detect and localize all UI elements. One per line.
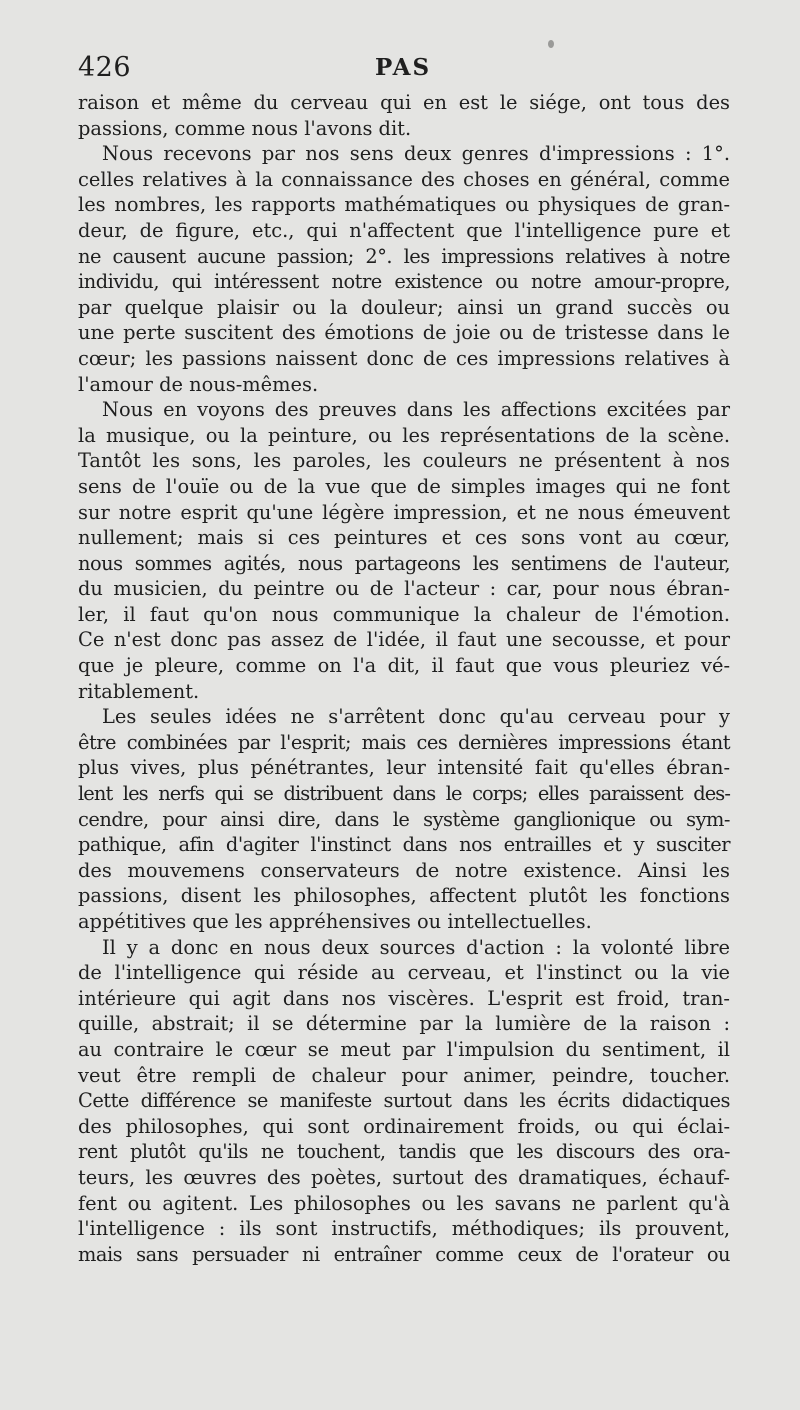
body-text bbox=[78, 90, 730, 1267]
text-line: individu, qui intéressent notre existence ou notre amour-propre, bbox=[78, 270, 730, 294]
text-line: du musicien, du peintre ou de l'acteur : car, pour nous ébran- bbox=[78, 577, 730, 601]
text-line: passions, comme nous l'avons dit. bbox=[78, 116, 412, 140]
text-line: intérieure qui agit dans nos viscères. L'esprit est froid, tran- bbox=[78, 986, 730, 1010]
text-line: Nous en voyons des preuves dans les affections excitées par bbox=[102, 398, 730, 422]
text-line: celles relatives à la connaissance des choses en général, comme bbox=[78, 167, 730, 191]
text-line: veut être rempli de chaleur pour animer, peindre, toucher. bbox=[78, 1063, 730, 1087]
text-line: plus vives, plus pénétrantes, leur intensité fait qu'elles ébran- bbox=[78, 756, 730, 780]
text-line: des mouvemens conservateurs de notre existence. Ainsi les bbox=[78, 858, 730, 882]
text-line: l'intelligence : ils sont instructifs, méthodiques; ils prouvent, bbox=[78, 1217, 730, 1241]
text-line: passions, disent les philosophes, affectent plutôt les fonctions bbox=[78, 884, 730, 908]
ink-spot bbox=[548, 40, 554, 48]
text-line: l'amour de nous-mêmes. bbox=[78, 372, 319, 396]
text-line: Nous recevons par nos sens deux genres d'impressions : 1°. bbox=[102, 142, 730, 166]
text-line: raison et même du cerveau qui en est le siége, ont tous des bbox=[78, 91, 730, 114]
paragraph-5 bbox=[78, 935, 730, 1268]
text-line: être combinées par l'esprit; mais ces dernières impressions étant bbox=[78, 730, 730, 754]
text-line: deur, de figure, etc., qui n'affectent que l'intelligence pure et bbox=[78, 218, 730, 242]
paragraph-1 bbox=[78, 90, 730, 141]
text-line: des philosophes, qui sont ordinairement froids, ou qui éclai- bbox=[78, 1114, 730, 1138]
text-line: de l'intelligence qui réside au cerveau, et l'instinct ou la vie bbox=[78, 961, 730, 985]
paragraph-3 bbox=[78, 397, 730, 704]
text-line: cœur; les passions naissent donc de ces impressions relatives à bbox=[78, 346, 730, 370]
text-line: rent plutôt qu'ils ne touchent, tandis que les discours des ora- bbox=[78, 1140, 730, 1164]
text-line: ler, il faut qu'on nous communique la chaleur de l'émotion. bbox=[78, 602, 730, 626]
running-title: PAS bbox=[375, 54, 432, 81]
text-line: pathique, afin d'agiter l'instinct dans nos entrailles et y susciter bbox=[78, 833, 730, 857]
text-line: Les seules idées ne s'arrêtent donc qu'au cerveau pour y bbox=[102, 705, 730, 729]
text-line: nullement; mais si ces peintures et ces sons vont au cœur, bbox=[78, 526, 730, 550]
text-line: appétitives que les appréhensives ou intellectuelles. bbox=[78, 910, 592, 933]
text-line: cendre, pour ainsi dire, dans le système ganglionique ou sym- bbox=[78, 807, 730, 831]
page-header bbox=[78, 52, 730, 86]
text-line: la musique, ou la peinture, ou les représentations de la scène. bbox=[78, 423, 730, 447]
text-line: ne causent aucune passion; 2°. les impressions relatives à notre bbox=[78, 244, 730, 268]
text-line: quille, abstrait; il se détermine par la lumière de la raison : bbox=[78, 1012, 730, 1036]
text-line: Cette différence se manifeste surtout dans les écrits didactiques bbox=[78, 1089, 730, 1113]
text-line: Il y a donc en nous deux sources d'action : la volonté libre bbox=[102, 935, 730, 959]
text-line: teurs, les œuvres des poètes, surtout des dramatiques, échauf- bbox=[78, 1165, 730, 1189]
text-line: fent ou agitent. Les philosophes ou les savans ne parlent qu'à bbox=[78, 1191, 730, 1215]
text-line: mais sans persuader ni entraîner comme ceux de l'orateur ou bbox=[78, 1242, 730, 1266]
text-line: que je pleure, comme on l'a dit, il faut que vous pleuriez vé- bbox=[78, 654, 730, 678]
paragraph-2 bbox=[78, 141, 730, 397]
text-line: par quelque plaisir ou la douleur; ainsi un grand succès ou bbox=[78, 295, 730, 319]
text-line: lent les nerfs qui se distribuent dans le corps; elles paraissent des- bbox=[78, 782, 730, 806]
text-line: Tantôt les sons, les paroles, les couleurs ne présentent à nos bbox=[78, 449, 730, 473]
text-line: ritablement. bbox=[78, 679, 200, 703]
text-line: une perte suscitent des émotions de joie ou de tristesse dans le bbox=[78, 321, 730, 345]
text-line: sens de l'ouïe ou de la vue que de simples images qui ne font bbox=[78, 474, 730, 498]
text-line: les nombres, les rapports mathématiques ou physiques de gran- bbox=[78, 193, 730, 217]
text-line: au contraire le cœur se meut par l'impulsion du sentiment, il bbox=[78, 1037, 730, 1061]
text-line: sur notre esprit qu'une légère impression, et ne nous émeuvent bbox=[78, 500, 730, 524]
text-line: Ce n'est donc pas assez de l'idée, il faut une secousse, et pour bbox=[78, 628, 730, 652]
paragraph-4 bbox=[78, 704, 730, 934]
text-line: nous sommes agités, nous partageons les sentimens de l'auteur, bbox=[78, 551, 730, 575]
page-number: 426 bbox=[78, 52, 132, 83]
